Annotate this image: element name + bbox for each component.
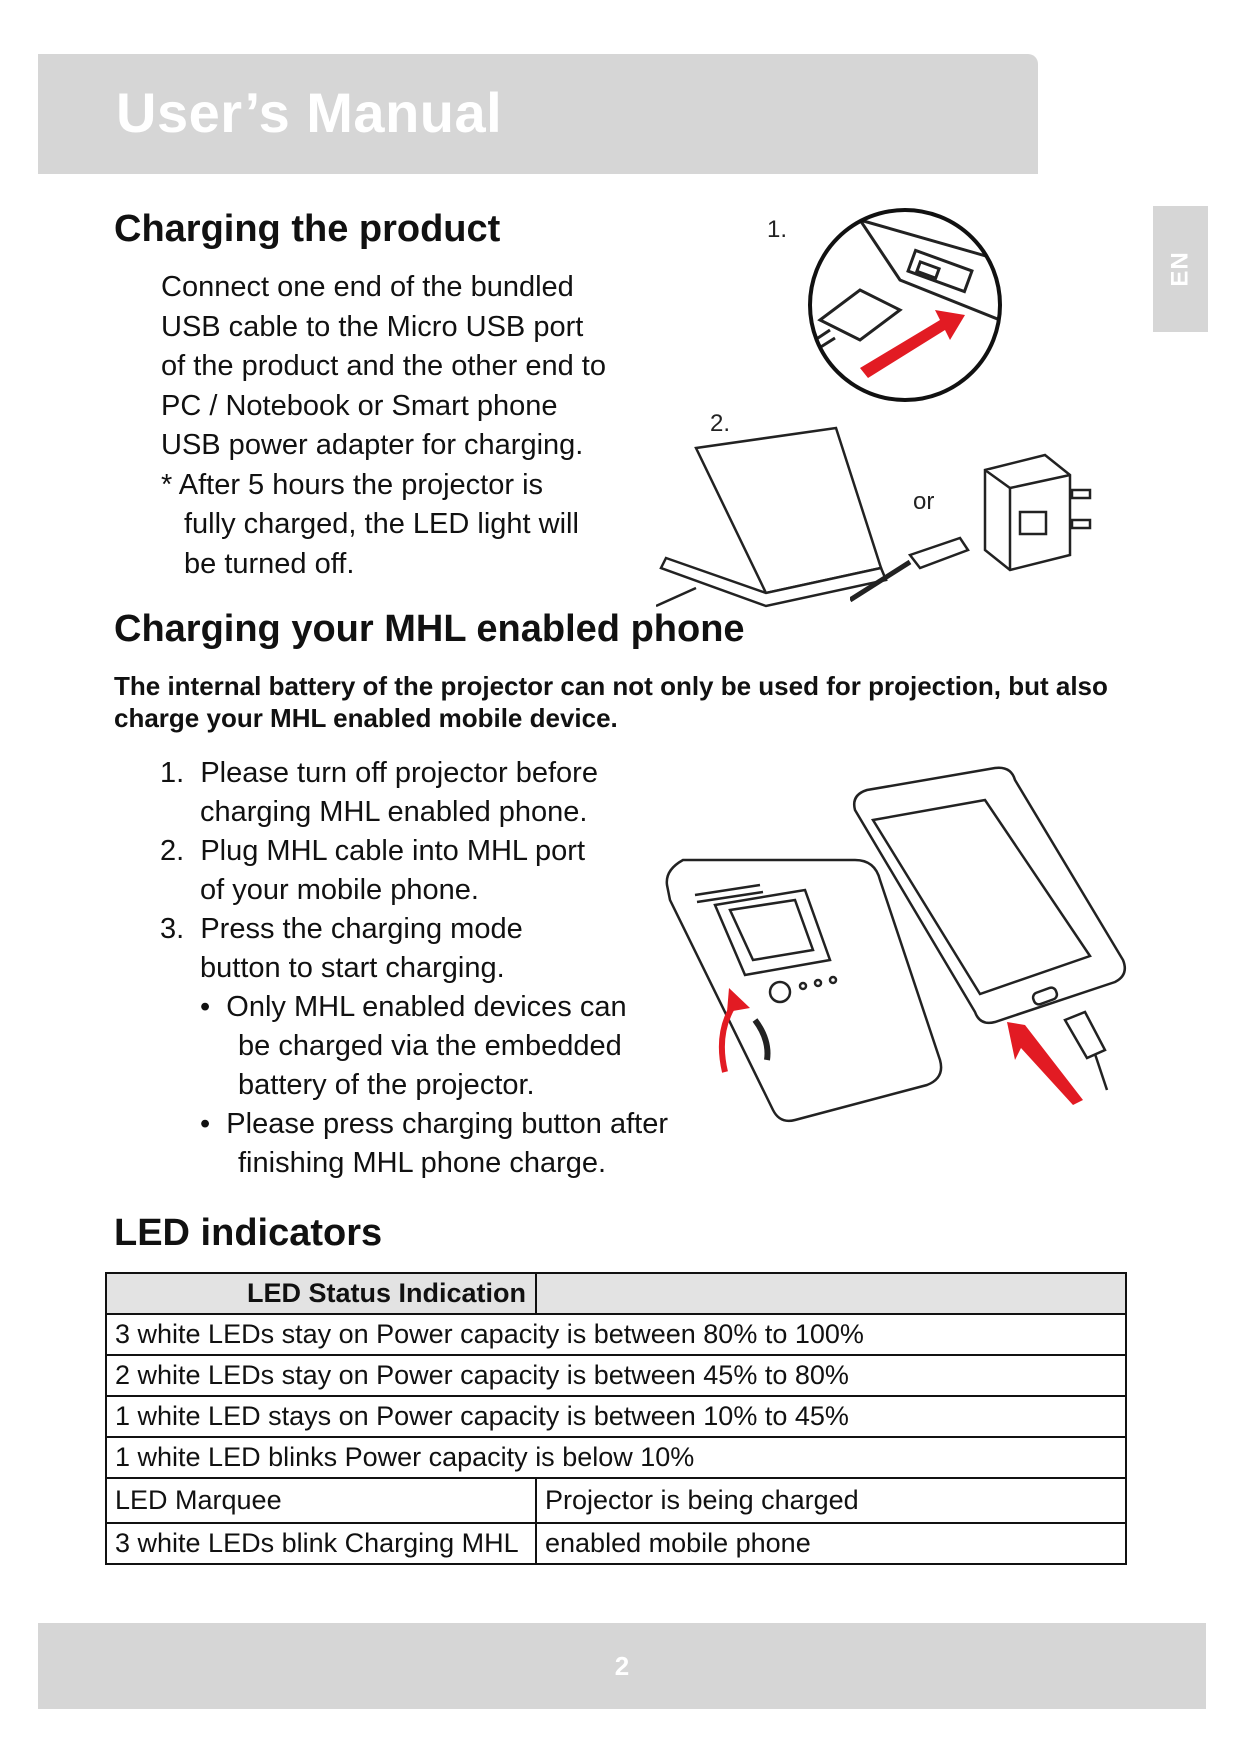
table-cell: 1 white LED stays on Power capacity is between 10% to 45% bbox=[106, 1396, 1126, 1437]
table-cell: 1 white LED blinks Power capacity is below 10% bbox=[106, 1437, 1126, 1478]
bullet-text: battery of the projector. bbox=[238, 1069, 535, 1101]
list-item bbox=[160, 910, 668, 949]
table-cell-status: 3 white LEDs blink Charging MHL bbox=[106, 1523, 536, 1564]
table-cell: 2 white LEDs stay on Power capacity is between 45% to 80% bbox=[106, 1355, 1126, 1396]
text-line: PC / Notebook or Smart phone bbox=[161, 389, 558, 422]
list-item bbox=[160, 754, 668, 793]
figure-label-or: or bbox=[913, 488, 935, 515]
text-line: of the product and the other end to bbox=[161, 350, 606, 382]
table-row bbox=[106, 1355, 1126, 1396]
figure-label-step-1: 1. bbox=[767, 216, 788, 243]
bullet-text: finishing MHL phone charge. bbox=[238, 1147, 607, 1179]
usb-adapter-illustration bbox=[850, 450, 1130, 610]
text-line: be turned off. bbox=[184, 547, 355, 580]
step-number: 3. bbox=[160, 913, 185, 945]
mhl-steps-list bbox=[160, 754, 668, 1183]
section-title-led-indicators: LED indicators bbox=[114, 1212, 383, 1254]
text-line: USB power adapter for charging. bbox=[161, 429, 584, 461]
table-cell-indication: Projector is being charged bbox=[536, 1478, 1126, 1523]
page-number: 2 bbox=[614, 1650, 630, 1681]
section-title-charging-product: Charging the product bbox=[114, 208, 501, 250]
table-header-cell: LED Status Indication bbox=[106, 1273, 536, 1314]
table-cell-indication: enabled mobile phone bbox=[536, 1523, 1126, 1564]
table-row bbox=[106, 1478, 1126, 1523]
text-line: Connect one end of the bundled bbox=[161, 271, 574, 303]
charging-instructions bbox=[161, 268, 606, 584]
page-title: User’s Manual bbox=[116, 81, 503, 144]
table-cell: 3 white LEDs stay on Power capacity is between 80% to 100% bbox=[106, 1314, 1126, 1355]
step-number: 1. bbox=[160, 757, 185, 789]
table-row bbox=[106, 1396, 1126, 1437]
bullet-icon: • bbox=[200, 991, 211, 1023]
step-text: Please turn off projector before bbox=[200, 757, 598, 789]
led-indicator-table bbox=[105, 1272, 1127, 1565]
bullet-item bbox=[160, 988, 668, 1027]
list-item bbox=[160, 832, 668, 871]
step-number: 2. bbox=[160, 835, 185, 867]
mhl-intro: The internal battery of the projector can not only be used for projection, but also charge your MHL enabled mobile device. bbox=[114, 671, 1108, 733]
table-row bbox=[106, 1437, 1126, 1478]
language-tab[interactable] bbox=[1153, 206, 1208, 332]
projector-and-phone-illustration bbox=[655, 760, 1135, 1140]
bullet-text: Only MHL enabled devices can bbox=[226, 991, 627, 1023]
text-line: USB cable to the Micro USB port bbox=[161, 310, 584, 343]
footer-band bbox=[38, 1623, 1206, 1709]
step-text: of your mobile phone. bbox=[200, 874, 479, 906]
step-text: button to start charging. bbox=[200, 952, 505, 984]
bullet-text: Please press charging button after bbox=[226, 1108, 668, 1140]
step-text: charging MHL enabled phone. bbox=[200, 796, 588, 828]
bullet-item bbox=[160, 1105, 668, 1144]
text-line: fully charged, the LED light will bbox=[184, 508, 579, 540]
step-text: Plug MHL cable into MHL port bbox=[200, 835, 586, 867]
bullet-icon: • bbox=[200, 1108, 211, 1140]
table-row bbox=[106, 1523, 1126, 1564]
bullet-text: be charged via the embedded bbox=[238, 1030, 622, 1062]
table-header-row bbox=[106, 1273, 1126, 1314]
step-text: Press the charging mode bbox=[200, 913, 523, 945]
text-line: * After 5 hours the projector is bbox=[161, 468, 544, 501]
section-title-charging-mhl: Charging your MHL enabled phone bbox=[114, 608, 745, 650]
figure-label-step-2: 2. bbox=[710, 410, 731, 437]
micro-usb-port-illustration bbox=[800, 200, 1010, 410]
language-label: EN bbox=[1166, 251, 1194, 287]
table-header-cell bbox=[536, 1273, 1126, 1314]
table-row bbox=[106, 1314, 1126, 1355]
table-cell-status: LED Marquee bbox=[106, 1478, 536, 1523]
